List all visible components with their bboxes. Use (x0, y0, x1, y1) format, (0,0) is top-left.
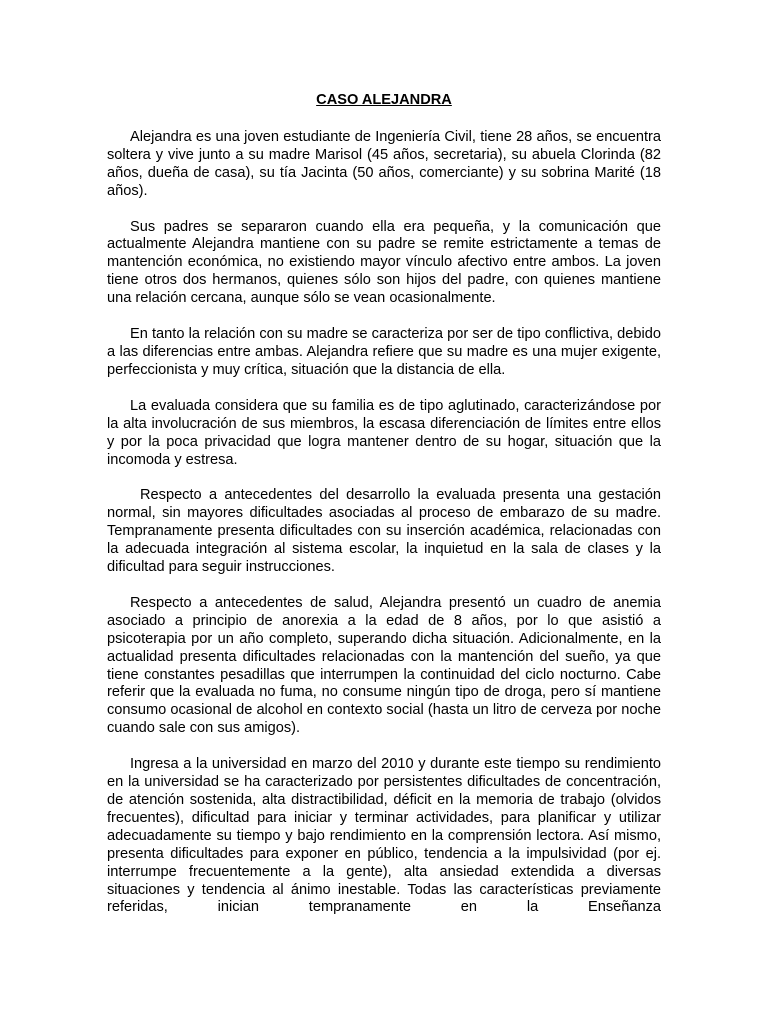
paragraph-university-performance: Ingresa a la universidad en marzo del 2010 y durante este tiempo su rendimiento en la universidad se ha caracterizado por persistentes dificultades de concentración, de atención sostenida, alta distractibilidad, déficit en la memoria de trabajo (olvidos frecuentes), dificultad para iniciar y terminar actividades, para planificar y utilizar adecuadamente su tiempo y bajo rendimiento en la comprensión lectora. Así mismo, presenta dificultades para exponer en público, tendencia a la impulsividad (por ej. interrumpe frecuentemente a la gente), alta ansiedad extendida a diversas situaciones y tendencia al ánimo inestable. Todas las características previamente referidas, inician tempranamente en la Enseñanza (107, 756, 661, 916)
paragraph-development-history: Respecto a antecedentes del desarrollo la evaluada presenta una gestación normal, sin mayores dificultades asociadas al proceso de embarazo de su madre. Tempranamente presenta dificultades con su inserción académica, relacionadas con la adecuada integración al sistema escolar, la inquietud en la sala de clases y la dificultad para seguir instrucciones. (107, 487, 661, 576)
paragraph-health-history: Respecto a antecedentes de salud, Alejandra presentó un cuadro de anemia asociado a principio de anorexia a la edad de 8 años, por lo que asistió a psicoterapia por un año completo, superando dicha situación. Adicionalmente, en la actualidad presenta dificultades relacionadas con la mantención del sueño, ya que tiene constantes pesadillas que interrumpen la continuidad del ciclo nocturno. Cabe referir que la evaluada no fuma, no consume ningún tipo de droga, pero sí mantiene consumo ocasional de alcohol en contexto social (hasta un litro de cerveza por noche cuando sale con sus amigos). (107, 594, 661, 737)
paragraph-parents-separation: Sus padres se separaron cuando ella era pequeña, y la comunicación que actualmente Alejandra mantiene con su padre se remite estrictamente a temas de mantención económica, no existiendo mayor vínculo afectivo entre ambos. La joven tiene otros dos hermanos, quienes sólo son hijos del padre, con quienes mantiene una relación cercana, aunque sólo se vean ocasionalmente. (107, 218, 661, 307)
paragraph-family-composition: Alejandra es una joven estudiante de Ingeniería Civil, tiene 28 años, se encuentra soltera y vive junto a su madre Marisol (45 años, secretaria), su abuela Clorinda (82 años, dueña de casa), su tía Jacinta (50 años, comerciante) y su sobrina Marité (18 años). (107, 128, 661, 199)
paragraph-mother-relationship: En tanto la relación con su madre se caracteriza por ser de tipo conflictiva, debido a las diferencias entre ambas. Alejandra refiere que su madre es una mujer exigente, perfeccionista y muy crítica, situación que la distancia de ella. (107, 326, 661, 378)
document-body (107, 92, 661, 917)
document-title: CASO ALEJANDRA (316, 92, 452, 108)
paragraph-family-type: La evaluada considera que su familia es de tipo aglutinado, caracterizándose por la alta involucración de sus miembros, la escasa diferenciación de límites entre ellos y por la poca privacidad que logra mantener dentro de su hogar, situación que la incomoda y estresa. (107, 397, 661, 468)
